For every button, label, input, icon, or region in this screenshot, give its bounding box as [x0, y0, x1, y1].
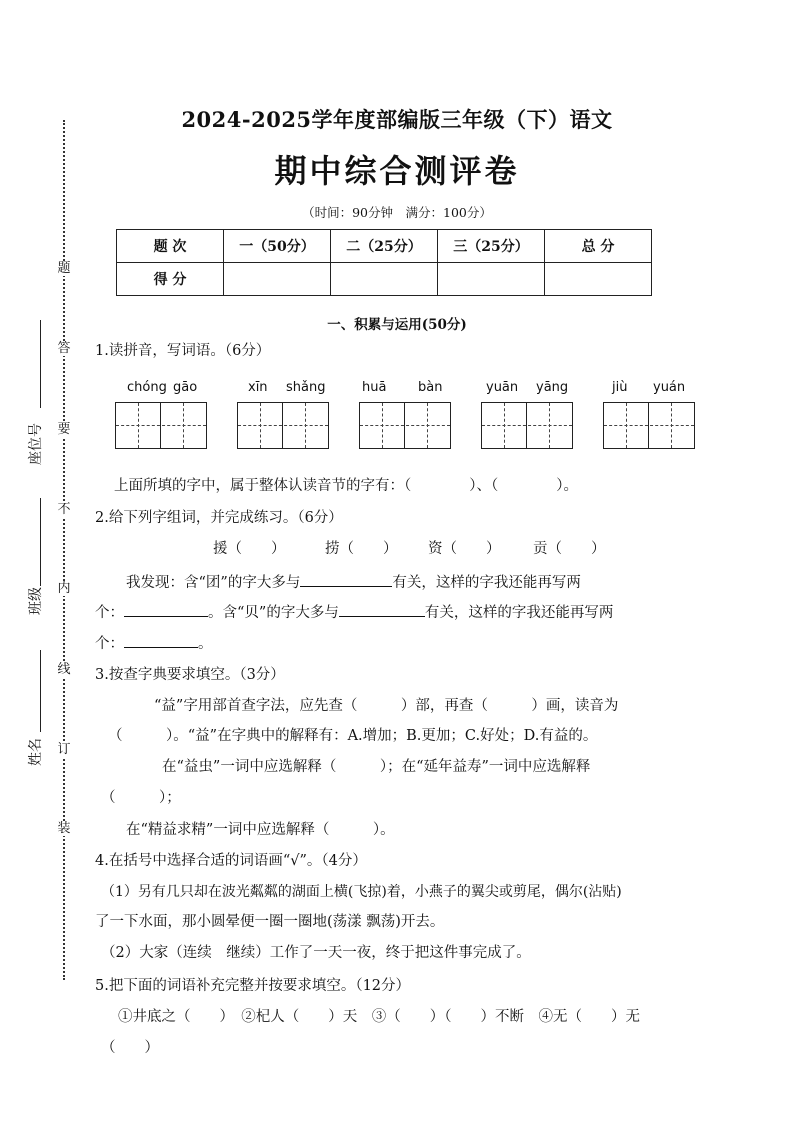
- q2-text: 。: [198, 636, 213, 652]
- q2-char-1: 援（ ）: [213, 541, 286, 557]
- seal-char-1: 题: [57, 261, 71, 276]
- q2-char-4: 贡（ ）: [533, 541, 606, 557]
- pinyin-4b: yāng: [536, 380, 569, 395]
- q5-line-1: ①井底之（ ） ②杞人（ ）天 ③（ ）（ ）不断 ④无（ ）无: [118, 1009, 640, 1025]
- q2-text: 个：: [95, 605, 124, 621]
- q3-line-5: 在“精益求精”一词中应选解释（ ）。: [126, 822, 395, 838]
- exam-main-title: 期中综合测评卷: [274, 152, 520, 190]
- score-table: [116, 229, 652, 296]
- q3-line-4: （ ）；: [101, 790, 181, 806]
- score-cell-section2[interactable]: [331, 263, 438, 296]
- pinyin-5b: yuán: [653, 380, 686, 395]
- q2-line-3: [95, 633, 213, 653]
- question-1-follow: 上面所填的字中，属于整体认读音节的字有：（ ）、（ ）。: [114, 478, 578, 494]
- exam-title: 2024-2025学年度部编版三年级（下）语文: [181, 107, 613, 132]
- q5-line-2: （ ）: [101, 1040, 159, 1056]
- seal-char-4: 不: [57, 502, 71, 517]
- question-4-title: 4.在括号中选择合适的词语画“√”。（4分）: [95, 853, 367, 869]
- q3-line-1: “益”字用部首查字法，应先查（ ）部，再查（ ）画，读音为: [154, 698, 619, 714]
- score-header-cell: 二（25分）: [331, 230, 438, 263]
- score-row-label: 得 分: [117, 263, 224, 296]
- score-cell-section3[interactable]: [438, 263, 545, 296]
- answer-blank[interactable]: [124, 633, 198, 648]
- q2-char-3: 资（ ）: [428, 541, 501, 557]
- seal-char-2: 答: [57, 341, 71, 356]
- exam-subtitle: （时间：90分钟 满分：100分）: [302, 205, 492, 220]
- score-header-cell: 三（25分）: [438, 230, 545, 263]
- seal-char-6: 线: [57, 662, 71, 677]
- pinyin-3a: huā: [362, 380, 387, 395]
- class-field-line[interactable]: [40, 498, 41, 586]
- q2-text: 。含“贝”的字大多与: [208, 605, 339, 621]
- q2-text: 我发现：含“团”的字大多与: [126, 575, 301, 591]
- q4-item-1b: 了一下水面，那小圆晕便一圈一圈地(荡漾 飘荡)开去。: [95, 914, 445, 930]
- question-3-title: 3.按查字典要求填空。（3分）: [95, 667, 285, 683]
- tianzige-box-1[interactable]: [115, 402, 207, 449]
- q2-char-2: 捞（ ）: [325, 541, 398, 557]
- score-header-cell: 题 次: [117, 230, 224, 263]
- section-heading: 一、积累与运用(50分): [327, 317, 467, 333]
- seal-char-7: 订: [57, 742, 71, 757]
- question-2-title: 2.给下列字组词，并完成练习。（6分）: [95, 510, 343, 526]
- question-1-title: 1.读拼音，写词语。（6分）: [95, 343, 271, 359]
- q3-line-2: （ ）。“益”在字典中的解释有：A.增加；B.更加；C.好处；D.有益的。: [108, 728, 598, 744]
- name-label: 姓名: [28, 738, 44, 766]
- answer-blank[interactable]: [124, 602, 208, 617]
- pinyin-2a: xīn: [248, 380, 268, 395]
- q2-text: 有关，这样的字我还能再写两: [424, 605, 614, 621]
- seal-char-3: 要: [57, 422, 71, 437]
- pinyin-4a: yuān: [486, 380, 519, 395]
- pinyin-1b: gāo: [173, 380, 198, 395]
- class-label: 班级: [28, 587, 44, 615]
- score-cell-total[interactable]: [545, 263, 652, 296]
- name-field-line[interactable]: [40, 650, 41, 732]
- tianzige-box-5[interactable]: [603, 402, 695, 449]
- answer-blank[interactable]: [300, 572, 392, 587]
- q3-line-3: 在“益虫”一词中应选解释（ ）；在“延年益寿”一词中应选解释: [162, 759, 591, 775]
- pinyin-3b: bàn: [418, 380, 443, 395]
- q2-line-1: [126, 572, 581, 592]
- q2-text: 个：: [95, 636, 124, 652]
- score-header-cell: 一（50分）: [224, 230, 331, 263]
- question-5-title: 5.把下面的词语补充完整并按要求填空。（12分）: [95, 978, 411, 994]
- score-header-cell: 总 分: [545, 230, 652, 263]
- q2-line-2: [95, 602, 613, 622]
- seat-number-label: 座位号: [28, 423, 44, 465]
- tianzige-box-4[interactable]: [481, 402, 573, 449]
- answer-blank[interactable]: [339, 602, 425, 617]
- binding-dotted-line: [63, 120, 65, 980]
- q4-item-2: （2）大家（连续 继续）工作了一天一夜，终于把这件事完成了。: [101, 945, 531, 961]
- pinyin-2b: shǎng: [286, 380, 326, 395]
- score-table-header-row: [117, 230, 652, 263]
- score-cell-section1[interactable]: [224, 263, 331, 296]
- pinyin-1a: chóng: [127, 380, 167, 395]
- seat-field-line[interactable]: [40, 320, 41, 408]
- score-table-score-row: [117, 263, 652, 296]
- q4-item-1a: （1）另有几只却在波光粼粼的湖面上横(飞掠)着，小燕子的翼尖或剪尾，偶尔(沾贴): [101, 884, 622, 900]
- tianzige-box-3[interactable]: [359, 402, 451, 449]
- tianzige-box-2[interactable]: [237, 402, 329, 449]
- seal-char-5: 内: [57, 581, 71, 596]
- q2-text: 有关，这样的字我还能再写两: [392, 575, 581, 591]
- pinyin-5a: jiù: [612, 380, 628, 395]
- seal-char-8: 装: [57, 821, 71, 836]
